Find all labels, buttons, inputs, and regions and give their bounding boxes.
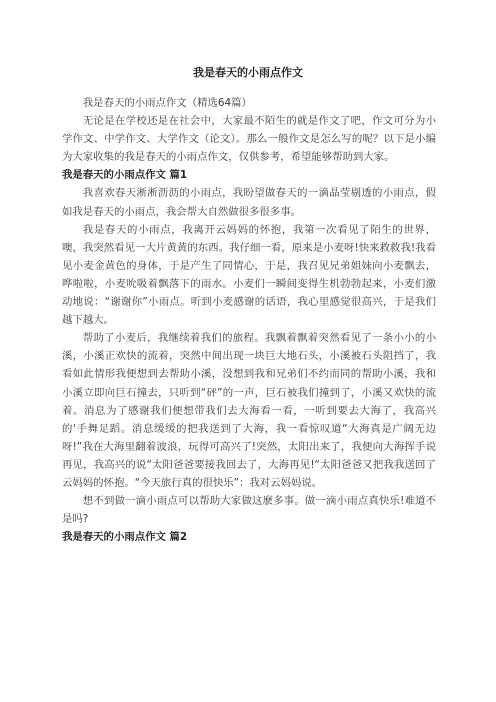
document-body: [62, 94, 436, 546]
section-heading-2: 我是春天的小雨点作文 篇2: [62, 531, 188, 544]
section-heading-1: 我是春天的小雨点作文 篇1: [62, 169, 188, 182]
paragraph-intro: 无论是在学校还是在社会中，大家最不陌生的就是作文了吧，作文可分为小学作文、中学作文、大学作文（论文）。那么一般作文是怎么写的呢？以下是小编为大家收集的我是春天的小雨点作文，仅供参考，希望能够帮助到大家。: [62, 115, 436, 164]
paragraph-subtitle: 我是春天的小雨点作文（精选64篇）: [82, 97, 252, 109]
paragraph: 想不到做一滴小雨点可以帮助大家做这麽多事。做一滴小雨点真快乐!难道不是吗?: [62, 495, 436, 526]
paragraph: 我是春天的小雨点，我离开云妈妈的怀抱，我第一次看见了陌生的世界，噢，我突然看见一大片黄黄的东西。我仔细一看，原来是小麦呀!快来救救我!我看见小麦金黄色的身体，于是产生了同情心，于是，我召见兄弟姐妹向小麦飘去，哗啦啦，小麦吮吸着飘落下的雨水。小麦们一瞬间变得生机勃勃起来，小麦们激动地说：“谢谢你”小雨点。听到小麦感谢的话语，我心里感觉很高兴，于是我们越下越大。: [62, 223, 436, 327]
document-title: 我是春天的小雨点作文: [193, 66, 303, 79]
paragraph: 我喜欢春天淅淅沥沥的小雨点，我盼望做春天的一滴晶莹剔透的小雨点，假如我是春天的小雨点，我会帮大自然做很多很多事。: [62, 187, 436, 218]
paragraph: 帮助了小麦后，我继续着我们的旅程。我飘着飘着突然看见了一条小小的小溪，小溪正欢快的流着，突然中间出现一块巨大地石头，小溪被石头阻挡了，我看如此情形我便想到去帮助小溪，没想到我和兄弟们不约而同的帮助小溪，我和小溪立即向巨石撞去，只听到“砰”的一声，巨石被我们撞到了，小溪又欢快的流着。消息为了感谢我们便想带我们去大海看一看，一听到要去大海了，我高兴的'手舞足蹈。消息缓缓的把我送到了大海，我一看惊叹道“大海真是广阔无边呀!”我在大海里翻着波浪，玩得可高兴了!突然，太阳出来了，我便向大海挥手说再见，我高兴的说“太阳爸爸要接我回去了，大海再见!“太阳爸爸又把我我送回了云妈妈的怀抱。“今天旅行真的很快乐”：我对云妈妈说。: [62, 332, 436, 489]
